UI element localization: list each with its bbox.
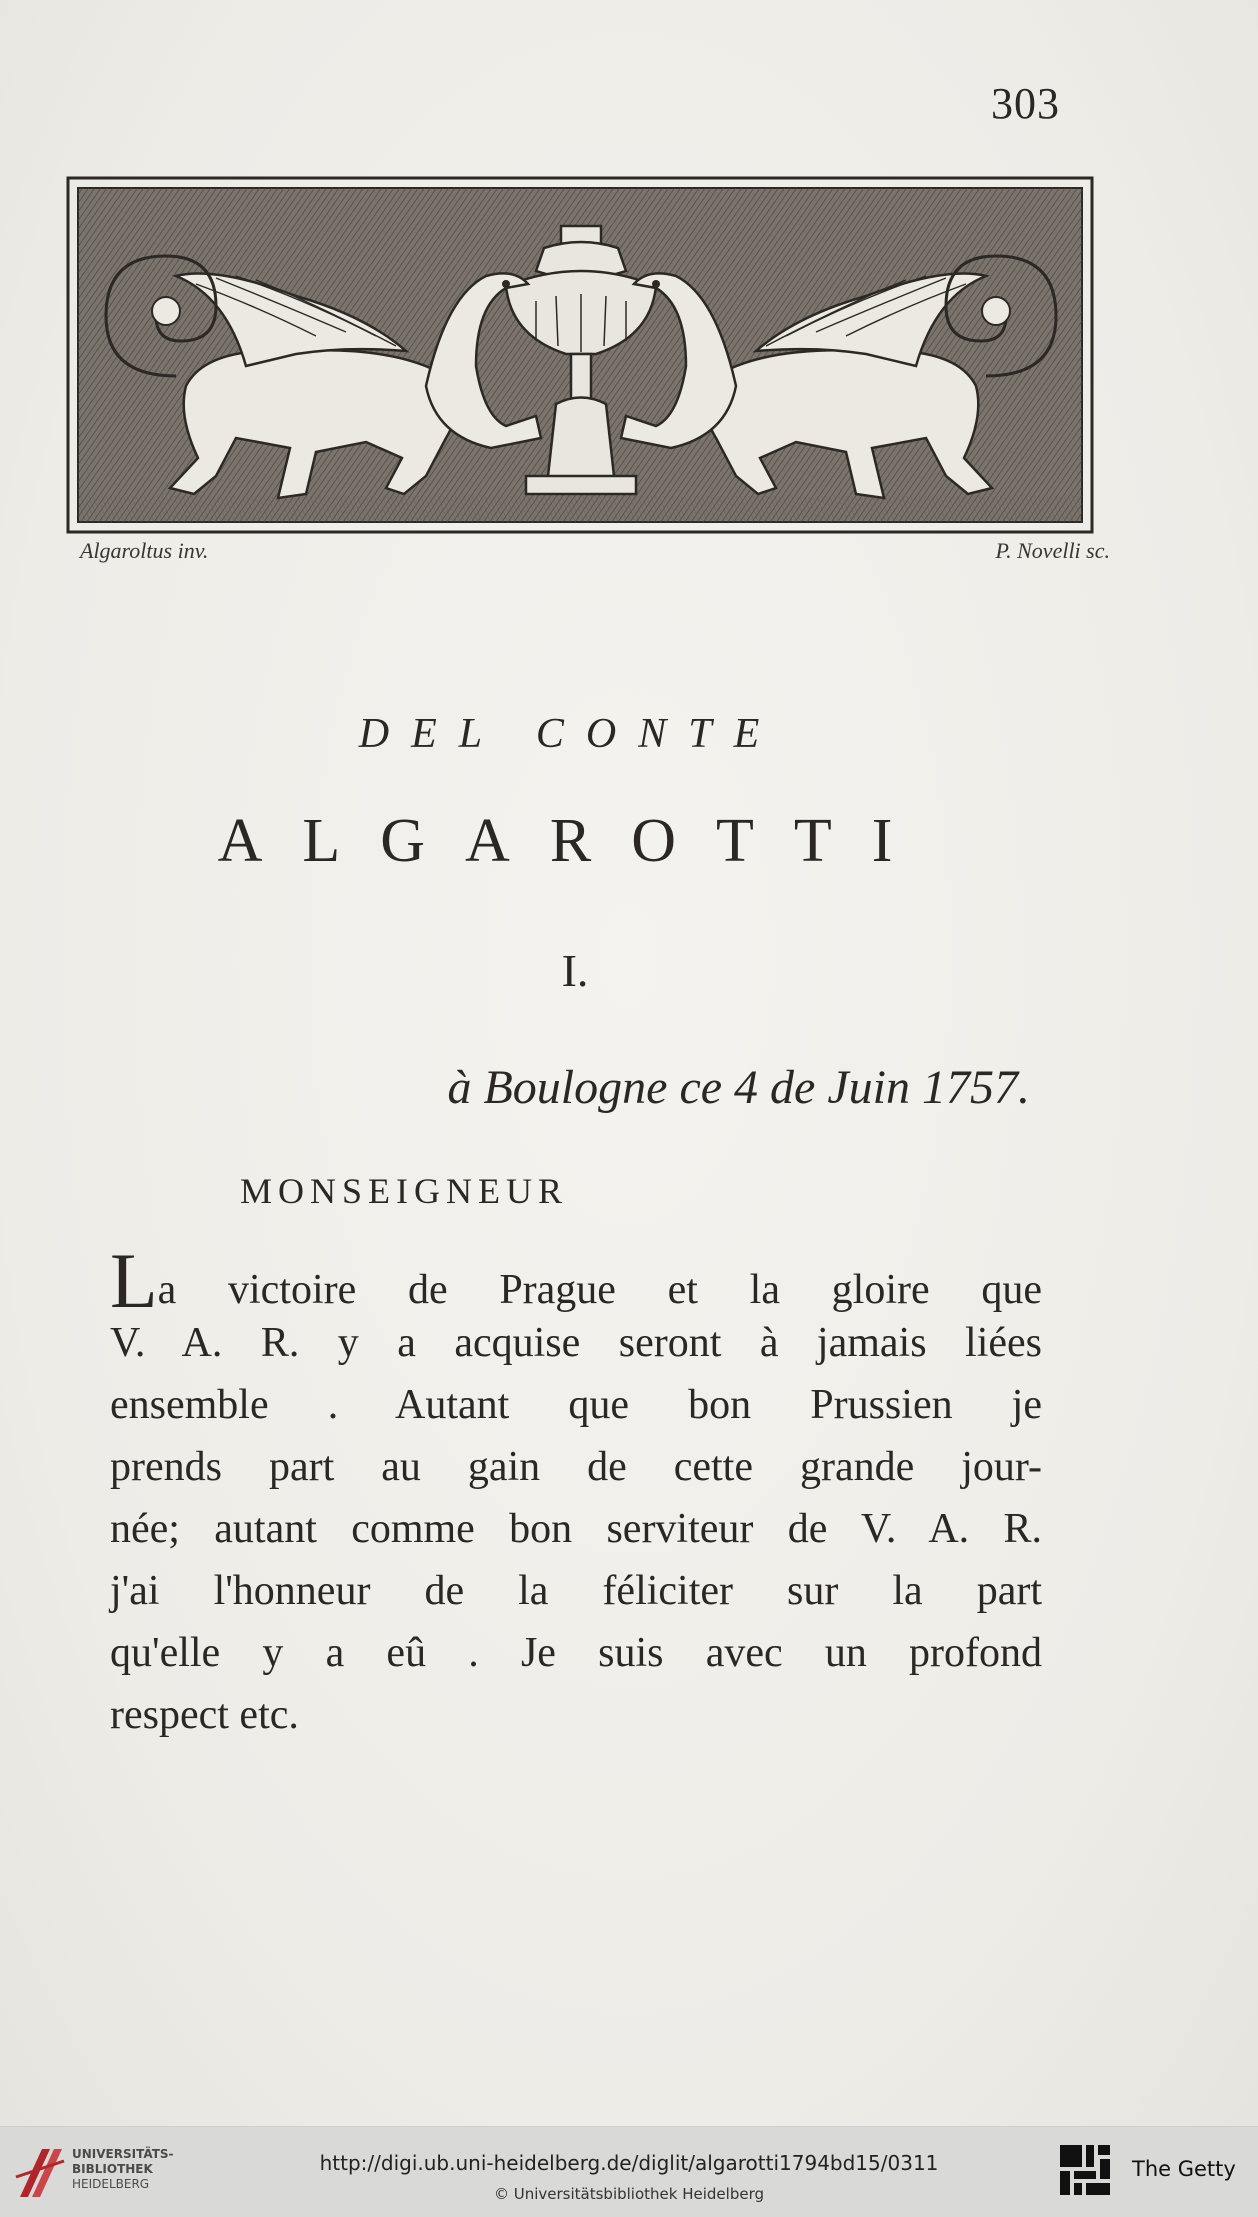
engraved-vignette-griffins <box>66 176 1096 536</box>
letter-line: qu'elle y a eû . Je suis avec un profond <box>110 1630 1042 1676</box>
letter-body <box>110 1237 1042 1746</box>
letter-line: respect etc. <box>110 1692 299 1738</box>
letter-line: née; autant comme bon serviteur de V. A. R. <box>110 1506 1042 1552</box>
letter-dateline: à Boulogne ce 4 de Juin 1757. <box>447 1061 1030 1114</box>
letter-salutation: MONSEIGNEUR <box>240 1171 569 1211</box>
letter-line: prends part au gain de cette grande jour- <box>110 1444 1042 1490</box>
letter-number: I. <box>561 945 589 996</box>
engraving-credit-inventor: Algaroltus inv. <box>80 538 209 563</box>
library-name-line: HEIDELBERG <box>72 2177 150 2191</box>
copyright-notice: © Universitätsbibliothek Heidelberg <box>493 2185 764 2203</box>
footer-bar <box>0 2126 1258 2217</box>
permalink-url[interactable]: http://digi.ub.uni-heidelberg.de/diglit/algarotti1794bd15/0311 <box>319 2151 939 2175</box>
letter-line: ensemble . Autant que bon Prussien je <box>110 1382 1042 1428</box>
library-name-line: UNIVERSITÄTS- <box>72 2147 174 2161</box>
getty-logo-icon[interactable] <box>1058 2143 1112 2197</box>
engraving-credit-engraver: P. Novelli sc. <box>995 538 1110 563</box>
letter-line: j'ai l'honneur de la féliciter sur la part <box>110 1568 1042 1614</box>
drop-cap: L <box>110 1237 158 1324</box>
page-number: 303 <box>991 79 1060 128</box>
letter-heading-author: ALGAROTTI <box>217 807 933 875</box>
partner-name: The Getty <box>1132 2157 1236 2181</box>
letter-line <box>110 1237 1042 1324</box>
library-name-line: BIBLIOTHEK <box>72 2162 153 2176</box>
letter-heading-small: DEL CONTE <box>358 711 782 757</box>
letter-line-text: a victoire de Prague et la gloire que <box>157 1267 1042 1313</box>
letter-line: V. A. R. y a acquise seront à jamais liées <box>110 1320 1042 1366</box>
